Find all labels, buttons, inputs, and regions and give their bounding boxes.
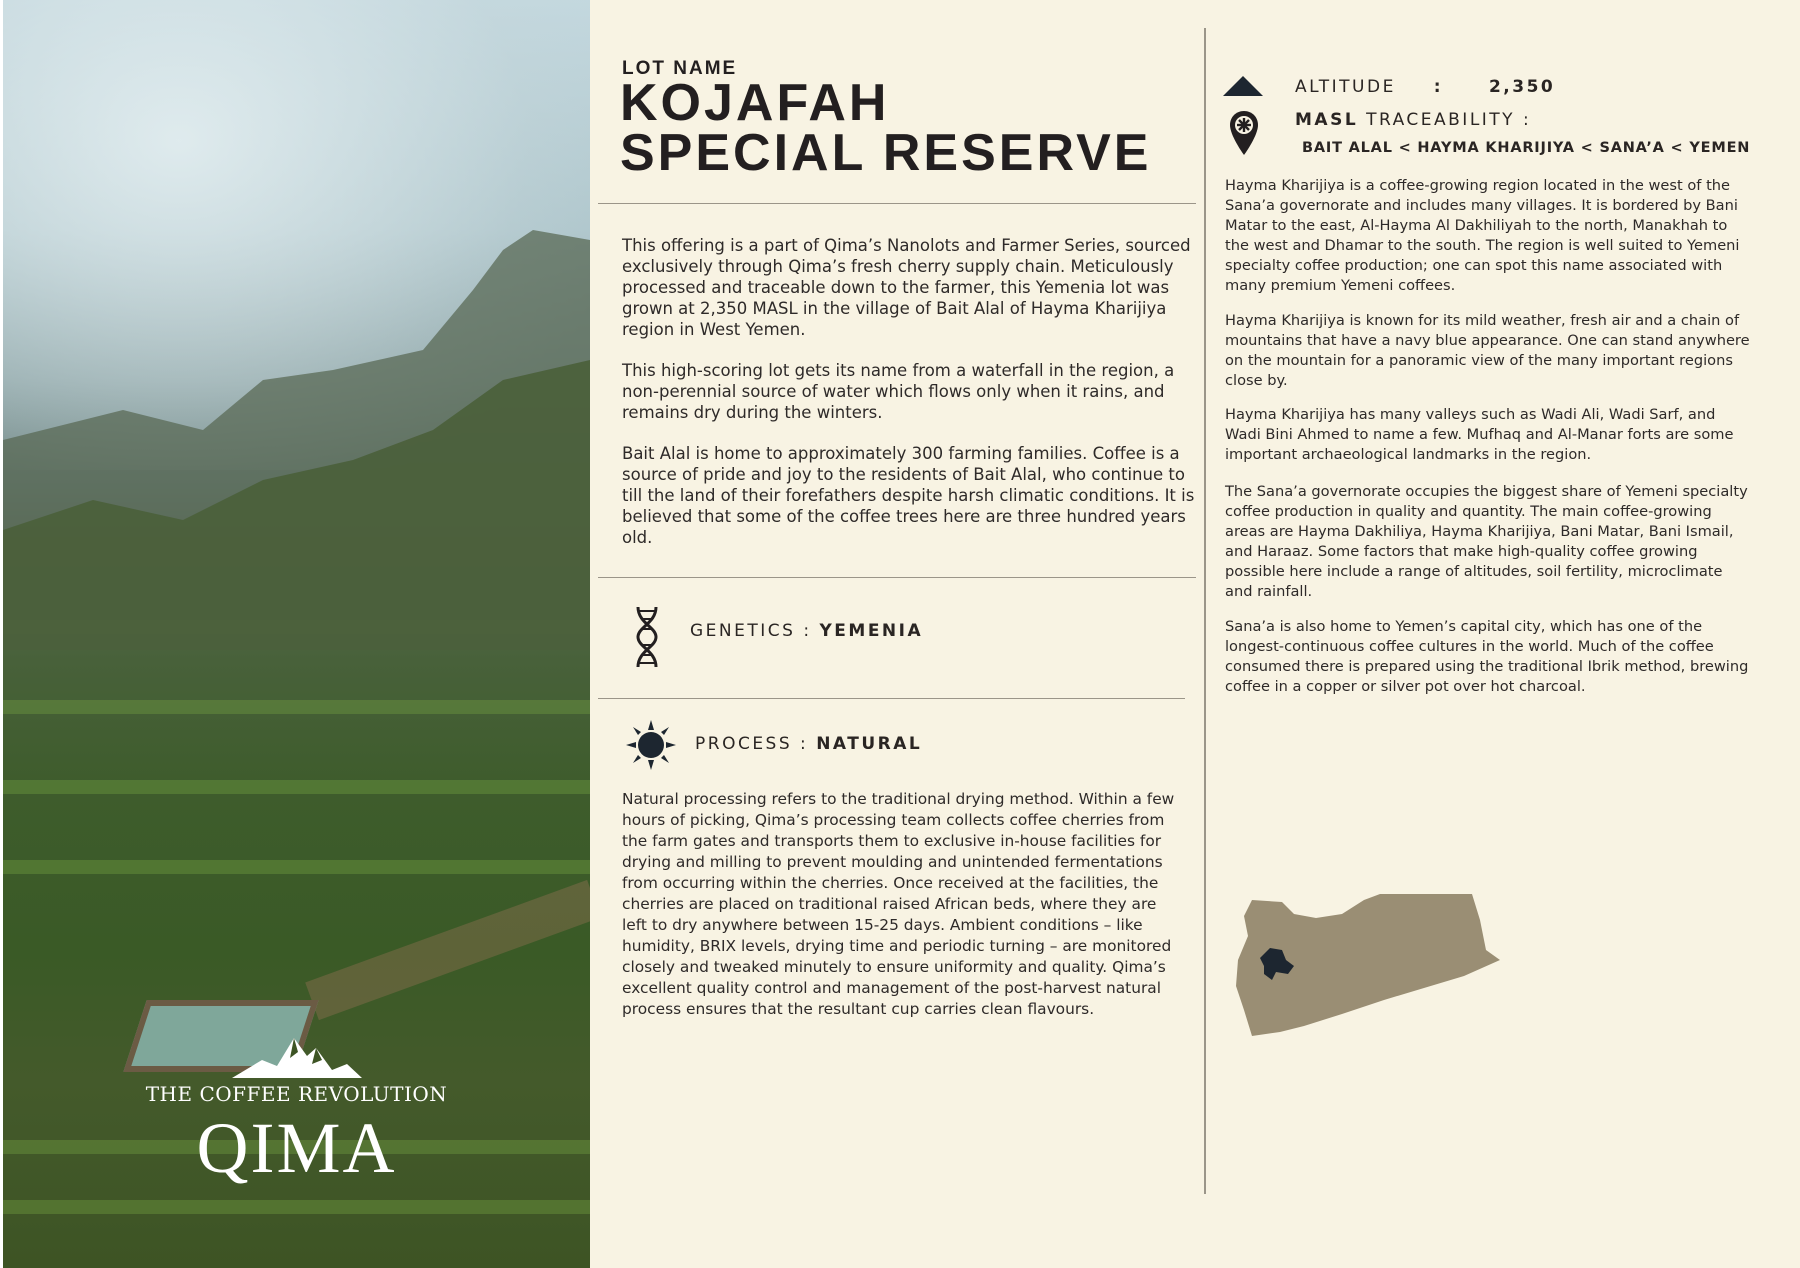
altitude-row xyxy=(1295,77,1555,97)
intro-paragraph: This offering is a part of Qima’s Nanolots and Farmer Series, sourced exclusively through Qima’s fresh cherry supply chain. Meticulously processed and traceable down to the farmer, this Yemenia lot was grown at 2,350 MASL in the village of Bait Alal of Hayma Kharijiya region in West Yemen. xyxy=(622,236,1191,339)
altitude-label: ALTITUDE xyxy=(1295,77,1396,97)
altitude-value: 2,350 xyxy=(1488,77,1556,97)
lot-name-label: LOT NAME xyxy=(622,58,738,79)
intro-paragraph: This high-scoring lot gets its name from a waterfall in the region, a non-perennial source of water which flows only when it rains, and remains dry during the winters. xyxy=(622,361,1175,422)
brand-tagline: THE COFFEE REVOLUTION xyxy=(145,1082,448,1106)
mountains-logo-icon xyxy=(232,1030,362,1080)
lot-title-line1: KOJAFAH xyxy=(620,74,890,132)
mountain-silhouette xyxy=(3,230,590,650)
traceability-value: BAIT ALAL < HAYMA KHARIJIYA < SANA’A < YEMEN xyxy=(1302,140,1751,156)
brand-name: QIMA xyxy=(196,1108,397,1188)
landscape-photo xyxy=(3,0,590,1268)
intro-paragraph: Bait Alal is home to approximately 300 farming families. Coffee is a source of pride and joy to the residents of Bait Alal, who continue to till the land of their forefathers despite harsh climatic conditions. It is believed that some of the coffee trees here are three hundred years old. xyxy=(622,444,1195,547)
yemen-map xyxy=(1224,890,1504,1040)
terrace-stripe xyxy=(3,780,590,794)
region-paragraph: Hayma Kharijiya has many valleys such as Wadi Ali, Wadi Sarf, and Wadi Bini Ahmed to name a few. Mufhaq and Al-Manar forts are some important archaeological landmarks in the region. xyxy=(1225,406,1734,463)
process-value: NATURAL xyxy=(816,734,923,754)
traceability-row xyxy=(1295,110,1531,130)
dna-icon xyxy=(630,605,664,669)
region-paragraph: Hayma Kharijiya is a coffee-growing region located in the west of the Sana’a governorate and includes many villages. It is bordered by Bani Matar to the east, Al-Hayma Al Dakhiliyah to the north, Manakhah to the west and Dhamar to the south. The region is well suited to Yemeni specialty coffee production; one can spot this name associated with many premium Yemeni coffees. xyxy=(1225,177,1740,294)
process-description: Natural processing refers to the traditional drying method. Within a few hours of picking, Qima’s processing team collects coffee cherries from the farm gates and transports them to exclusive in-house facilities for drying and milling to prevent moulding and unintended fermentations from occurring within the cherries. Once received at the facilities, the cherries are placed on traditional raised African beds, where they are left to dry anywhere between 15-25 days. Ambient conditions – like humidity, BRIX levels, drying time and periodic turning – are monitored closely and tweaked minutely to ensure uniformity and quality. Qima’s excellent quality control and management of the post-harvest natural process ensures that the resultant cup carries clean flavours. xyxy=(622,790,1175,1018)
region-paragraph: Hayma Kharijiya is known for its mild weather, fresh air and a chain of mountains that have a navy blue appearance. One can stand anywhere on the mountain for a panoramic view of the many important regions close by. xyxy=(1225,312,1750,389)
genetics-row xyxy=(690,621,923,641)
brand-logo xyxy=(3,1030,590,1188)
process-label: PROCESS : xyxy=(695,734,809,754)
traceability-label: TRACEABILITY : xyxy=(1366,110,1532,130)
lot-title-line2: SPECIAL RESERVE xyxy=(620,124,1152,182)
process-row xyxy=(695,734,922,754)
genetics-label: GENETICS : xyxy=(690,621,812,641)
region-paragraph: The Sana’a governorate occupies the biggest share of Yemeni specialty coffee production in quality and quantity. The main coffee-growing areas are Hayma Dakhiliya, Hayma Kharijiya, Bani Matar, Bani Ismail, and Haraaz. Some factors that make high-quality coffee growing possible here include a range of altitudes, soil fertility, microclimate and rainfall. xyxy=(1225,483,1748,600)
terrace-stripe xyxy=(3,860,590,874)
mountain-icon xyxy=(1223,76,1263,96)
region-paragraph: Sana’a is also home to Yemen’s capital city, which has one of the longest-continuous coffee cultures in the world. Much of the coffee consumed there is prepared using the traditional Ibrik method, brewing coffee in a copper or silver pot over hot charcoal. xyxy=(1225,618,1749,695)
altitude-unit: MASL xyxy=(1295,110,1359,130)
terrace-stripe xyxy=(3,700,590,714)
lot-title xyxy=(620,74,1152,182)
divider-rule xyxy=(598,577,1196,578)
column-divider xyxy=(1204,28,1206,1194)
terrace-stripe xyxy=(3,1200,590,1214)
divider-rule xyxy=(598,203,1196,204)
altitude-separator: : xyxy=(1433,77,1444,97)
divider-rule xyxy=(598,698,1185,699)
dirt-path xyxy=(305,880,590,1020)
genetics-value: YEMENIA xyxy=(819,621,924,641)
sun-icon xyxy=(626,720,676,770)
location-pin-icon xyxy=(1229,110,1259,156)
